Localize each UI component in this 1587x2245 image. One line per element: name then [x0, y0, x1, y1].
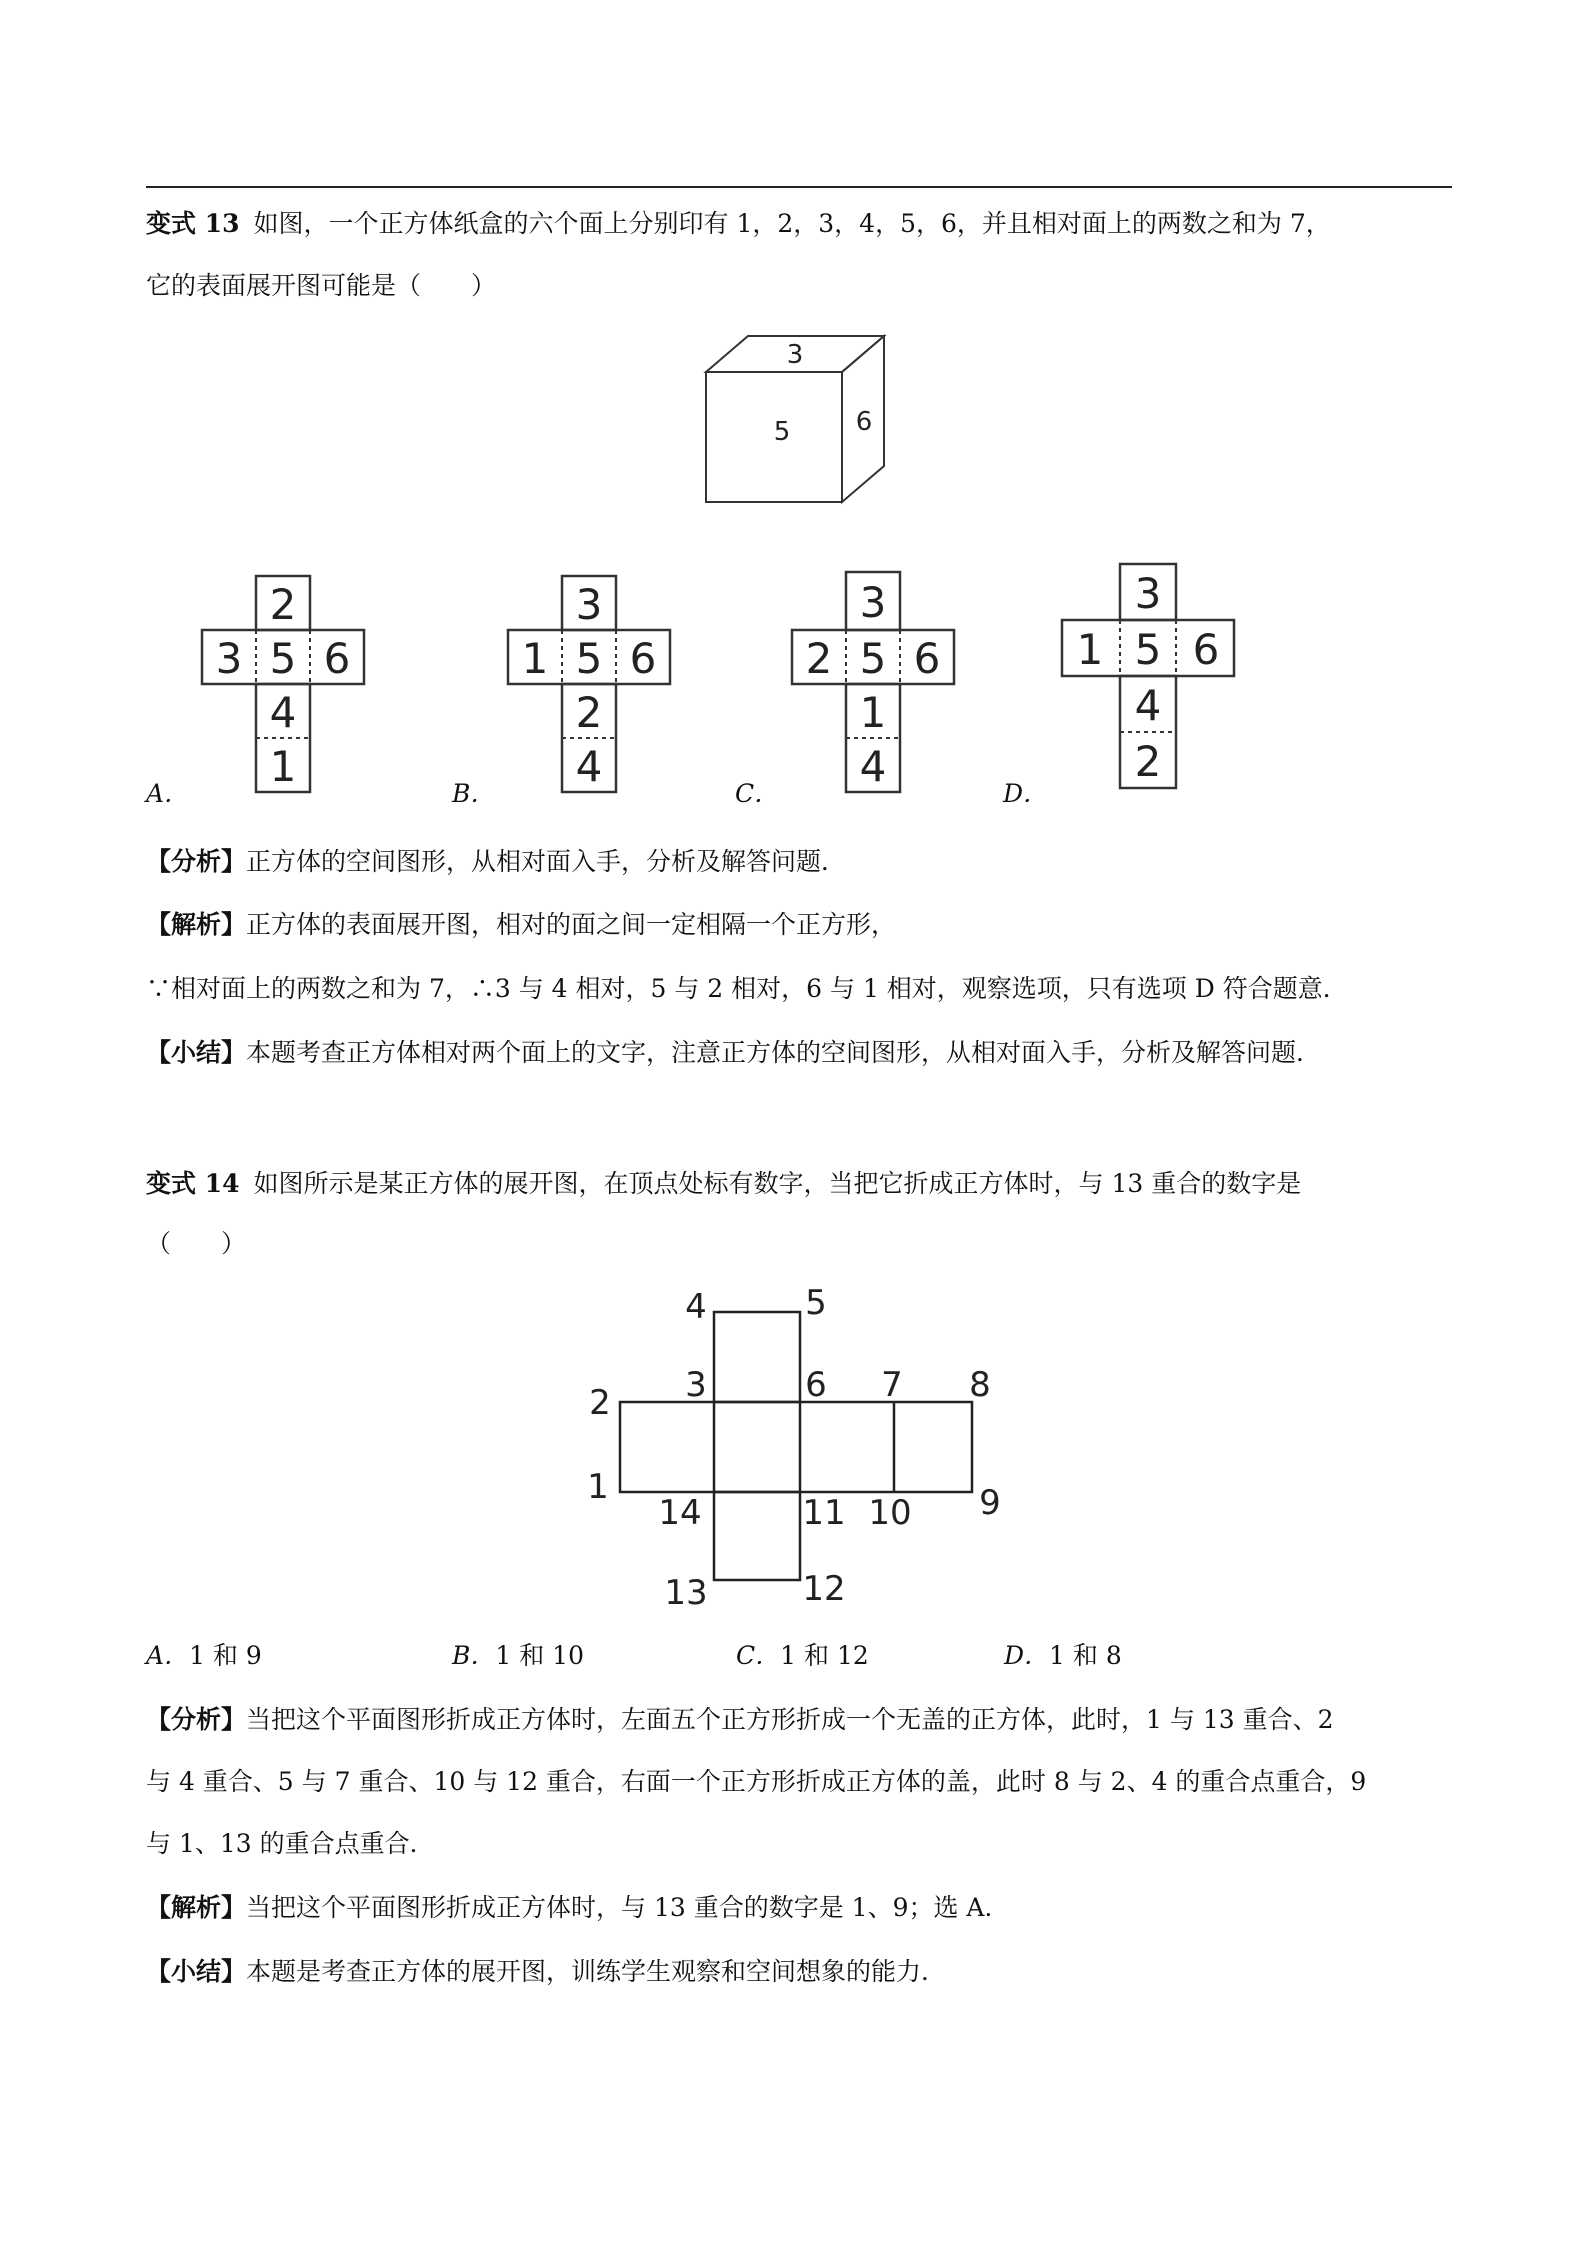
vertex-label-14: 14 — [658, 1493, 702, 1533]
vertex-label-1: 1 — [587, 1467, 609, 1507]
q14-option-a-text: 1 和 9 — [189, 1641, 262, 1670]
net-option-b — [506, 574, 672, 794]
q13-solution-line-2: ∵相对面上的两数之和为 7，∴3 与 4 相对，5 与 2 相对，6 与 1 相对，观察选项，只有选项 D 符合题意． — [146, 974, 1348, 1003]
q14-summary-tag: 【小结】 — [146, 1957, 247, 1986]
net-d-below2: 2 — [1134, 737, 1162, 786]
q14-option-d[interactable] — [1004, 1636, 1122, 1672]
q13-summary — [146, 1019, 1452, 1087]
net-b-below2: 4 — [575, 742, 603, 791]
net-option-c — [790, 570, 956, 794]
q13-stem-text-1: 如图，一个正方体纸盒的六个面上分别印有 1，2，3，4，5，6，并且相对面上的两数之和为 7， — [253, 209, 1331, 238]
net-a-right: 6 — [323, 634, 351, 683]
net-b-left: 1 — [521, 634, 549, 683]
q14-analysis-line-2: 与 4 重合、5 与 7 重合、10 与 12 重合，右面一个正方形折成正方体的盖，此时 8 与 2、4 的重合点重合，9 — [146, 1767, 1367, 1796]
q13-summary-tag: 【小结】 — [146, 1038, 247, 1067]
q14-analysis-line-3: 与 1、13 的重合点重合． — [146, 1829, 435, 1858]
net-a-below1: 4 — [269, 688, 297, 737]
q14-analysis-text-1: 当把这个平面图形折成正方体时，左面五个正方形折成一个无盖的正方体，此时，1 与 13 重合、2 — [246, 1705, 1334, 1734]
net-a-top: 2 — [269, 580, 297, 629]
net-c-top: 3 — [859, 578, 887, 627]
net-option-a — [200, 574, 366, 794]
net-b-right: 6 — [629, 634, 657, 683]
q13-solution-text-1: 正方体的表面展开图，相对的面之间一定相隔一个正方形， — [246, 910, 897, 939]
q13-stem-line-2: 它的表面展开图可能是（ ） — [146, 271, 497, 300]
q13-analysis — [146, 828, 1452, 896]
q14-stem-line-1 — [146, 1150, 1452, 1218]
net-c-left: 2 — [805, 634, 833, 683]
q13-option-d-label[interactable]: D． — [1003, 779, 1049, 808]
vertex-label-11: 11 — [802, 1493, 846, 1533]
net-d-center: 5 — [1134, 625, 1162, 674]
q13-analysis-text: 正方体的空间图形，从相对面入手，分析及解答问题． — [246, 847, 847, 876]
q13-option-c-label[interactable]: C． — [735, 779, 780, 808]
net-a-center: 5 — [269, 634, 297, 683]
cube-right-number: 6 — [855, 407, 873, 437]
q13-solution-line-1 — [146, 891, 1452, 959]
vertex-label-5: 5 — [805, 1283, 827, 1323]
q14-option-d-letter: D． — [1004, 1641, 1050, 1670]
q13-solution-tag: 【解析】 — [146, 910, 247, 939]
vertex-label-12: 12 — [802, 1569, 846, 1609]
vertex-label-2: 2 — [589, 1383, 611, 1423]
q14-option-c[interactable] — [736, 1636, 869, 1672]
net-b-top: 3 — [575, 580, 603, 629]
net-c-center: 5 — [859, 634, 887, 683]
q14-summary — [146, 1938, 1452, 2006]
vertex-label-8: 8 — [969, 1365, 991, 1405]
net-d-below1: 4 — [1134, 681, 1162, 730]
q14-summary-text: 本题是考查正方体的展开图，训练学生观察和空间想象的能力． — [246, 1957, 947, 1986]
q14-option-c-letter: C． — [736, 1641, 781, 1670]
net-d-right: 6 — [1192, 625, 1220, 674]
q14-stem-line-2: （ ） — [146, 1229, 247, 1258]
q14-option-c-text: 1 和 12 — [780, 1641, 869, 1670]
net-b-below1: 2 — [575, 688, 603, 737]
q13-analysis-tag: 【分析】 — [146, 847, 247, 876]
net-d-top: 3 — [1134, 569, 1162, 618]
q13-option-b-label[interactable]: B． — [452, 779, 496, 808]
q14-analysis-tag: 【分析】 — [146, 1705, 247, 1734]
cube-top-number: 3 — [786, 340, 804, 370]
q14-option-b-text: 1 和 10 — [495, 1641, 584, 1670]
net-c-right: 6 — [913, 634, 941, 683]
vertex-label-9: 9 — [979, 1483, 1001, 1523]
net-b-center: 5 — [575, 634, 603, 683]
net-c-below1: 1 — [859, 688, 887, 737]
net-c-below2: 4 — [859, 742, 887, 791]
q13-stem-line-1 — [146, 190, 1452, 258]
q14-solution-tag: 【解析】 — [146, 1893, 247, 1922]
cube-figure — [700, 330, 890, 510]
q14-solution — [146, 1874, 1452, 1942]
q14-title: 变式 14 — [146, 1169, 240, 1198]
q14-solution-text: 当把这个平面图形折成正方体时，与 13 重合的数字是 1、9；选 A． — [246, 1893, 1010, 1922]
vertex-label-13: 13 — [664, 1573, 708, 1613]
q14-option-b[interactable] — [452, 1636, 584, 1672]
net-a-below2: 1 — [269, 742, 297, 791]
net-d-left: 1 — [1076, 625, 1104, 674]
vertex-label-10: 10 — [868, 1493, 912, 1533]
q14-stem-text-1: 如图所示是某正方体的展开图，在顶点处标有数字，当把它折成正方体时，与 13 重合的数字是 — [253, 1169, 1302, 1198]
net-option-d — [1060, 562, 1236, 792]
vertex-label-4: 4 — [685, 1287, 707, 1327]
cube-front-number: 5 — [773, 417, 791, 447]
vertex-label-6: 6 — [805, 1365, 827, 1405]
q13-option-a-label[interactable]: A． — [146, 779, 190, 808]
q13-summary-text: 本题考查正方体相对两个面上的文字，注意正方体的空间图形，从相对面入手，分析及解答问题． — [246, 1038, 1322, 1067]
q14-net-figure — [580, 1278, 1020, 1618]
q14-option-a[interactable] — [146, 1636, 262, 1672]
header-rule — [146, 186, 1452, 188]
q14-option-a-letter: A． — [146, 1641, 190, 1670]
q14-analysis-line-1 — [146, 1686, 1452, 1754]
net-a-left: 3 — [215, 634, 243, 683]
q14-option-b-letter: B． — [452, 1641, 496, 1670]
q13-title: 变式 13 — [146, 209, 240, 238]
vertex-label-3: 3 — [685, 1365, 707, 1405]
vertex-label-7: 7 — [881, 1365, 903, 1405]
q14-option-d-text: 1 和 8 — [1049, 1641, 1122, 1670]
q14-options-row — [146, 1636, 1452, 1676]
